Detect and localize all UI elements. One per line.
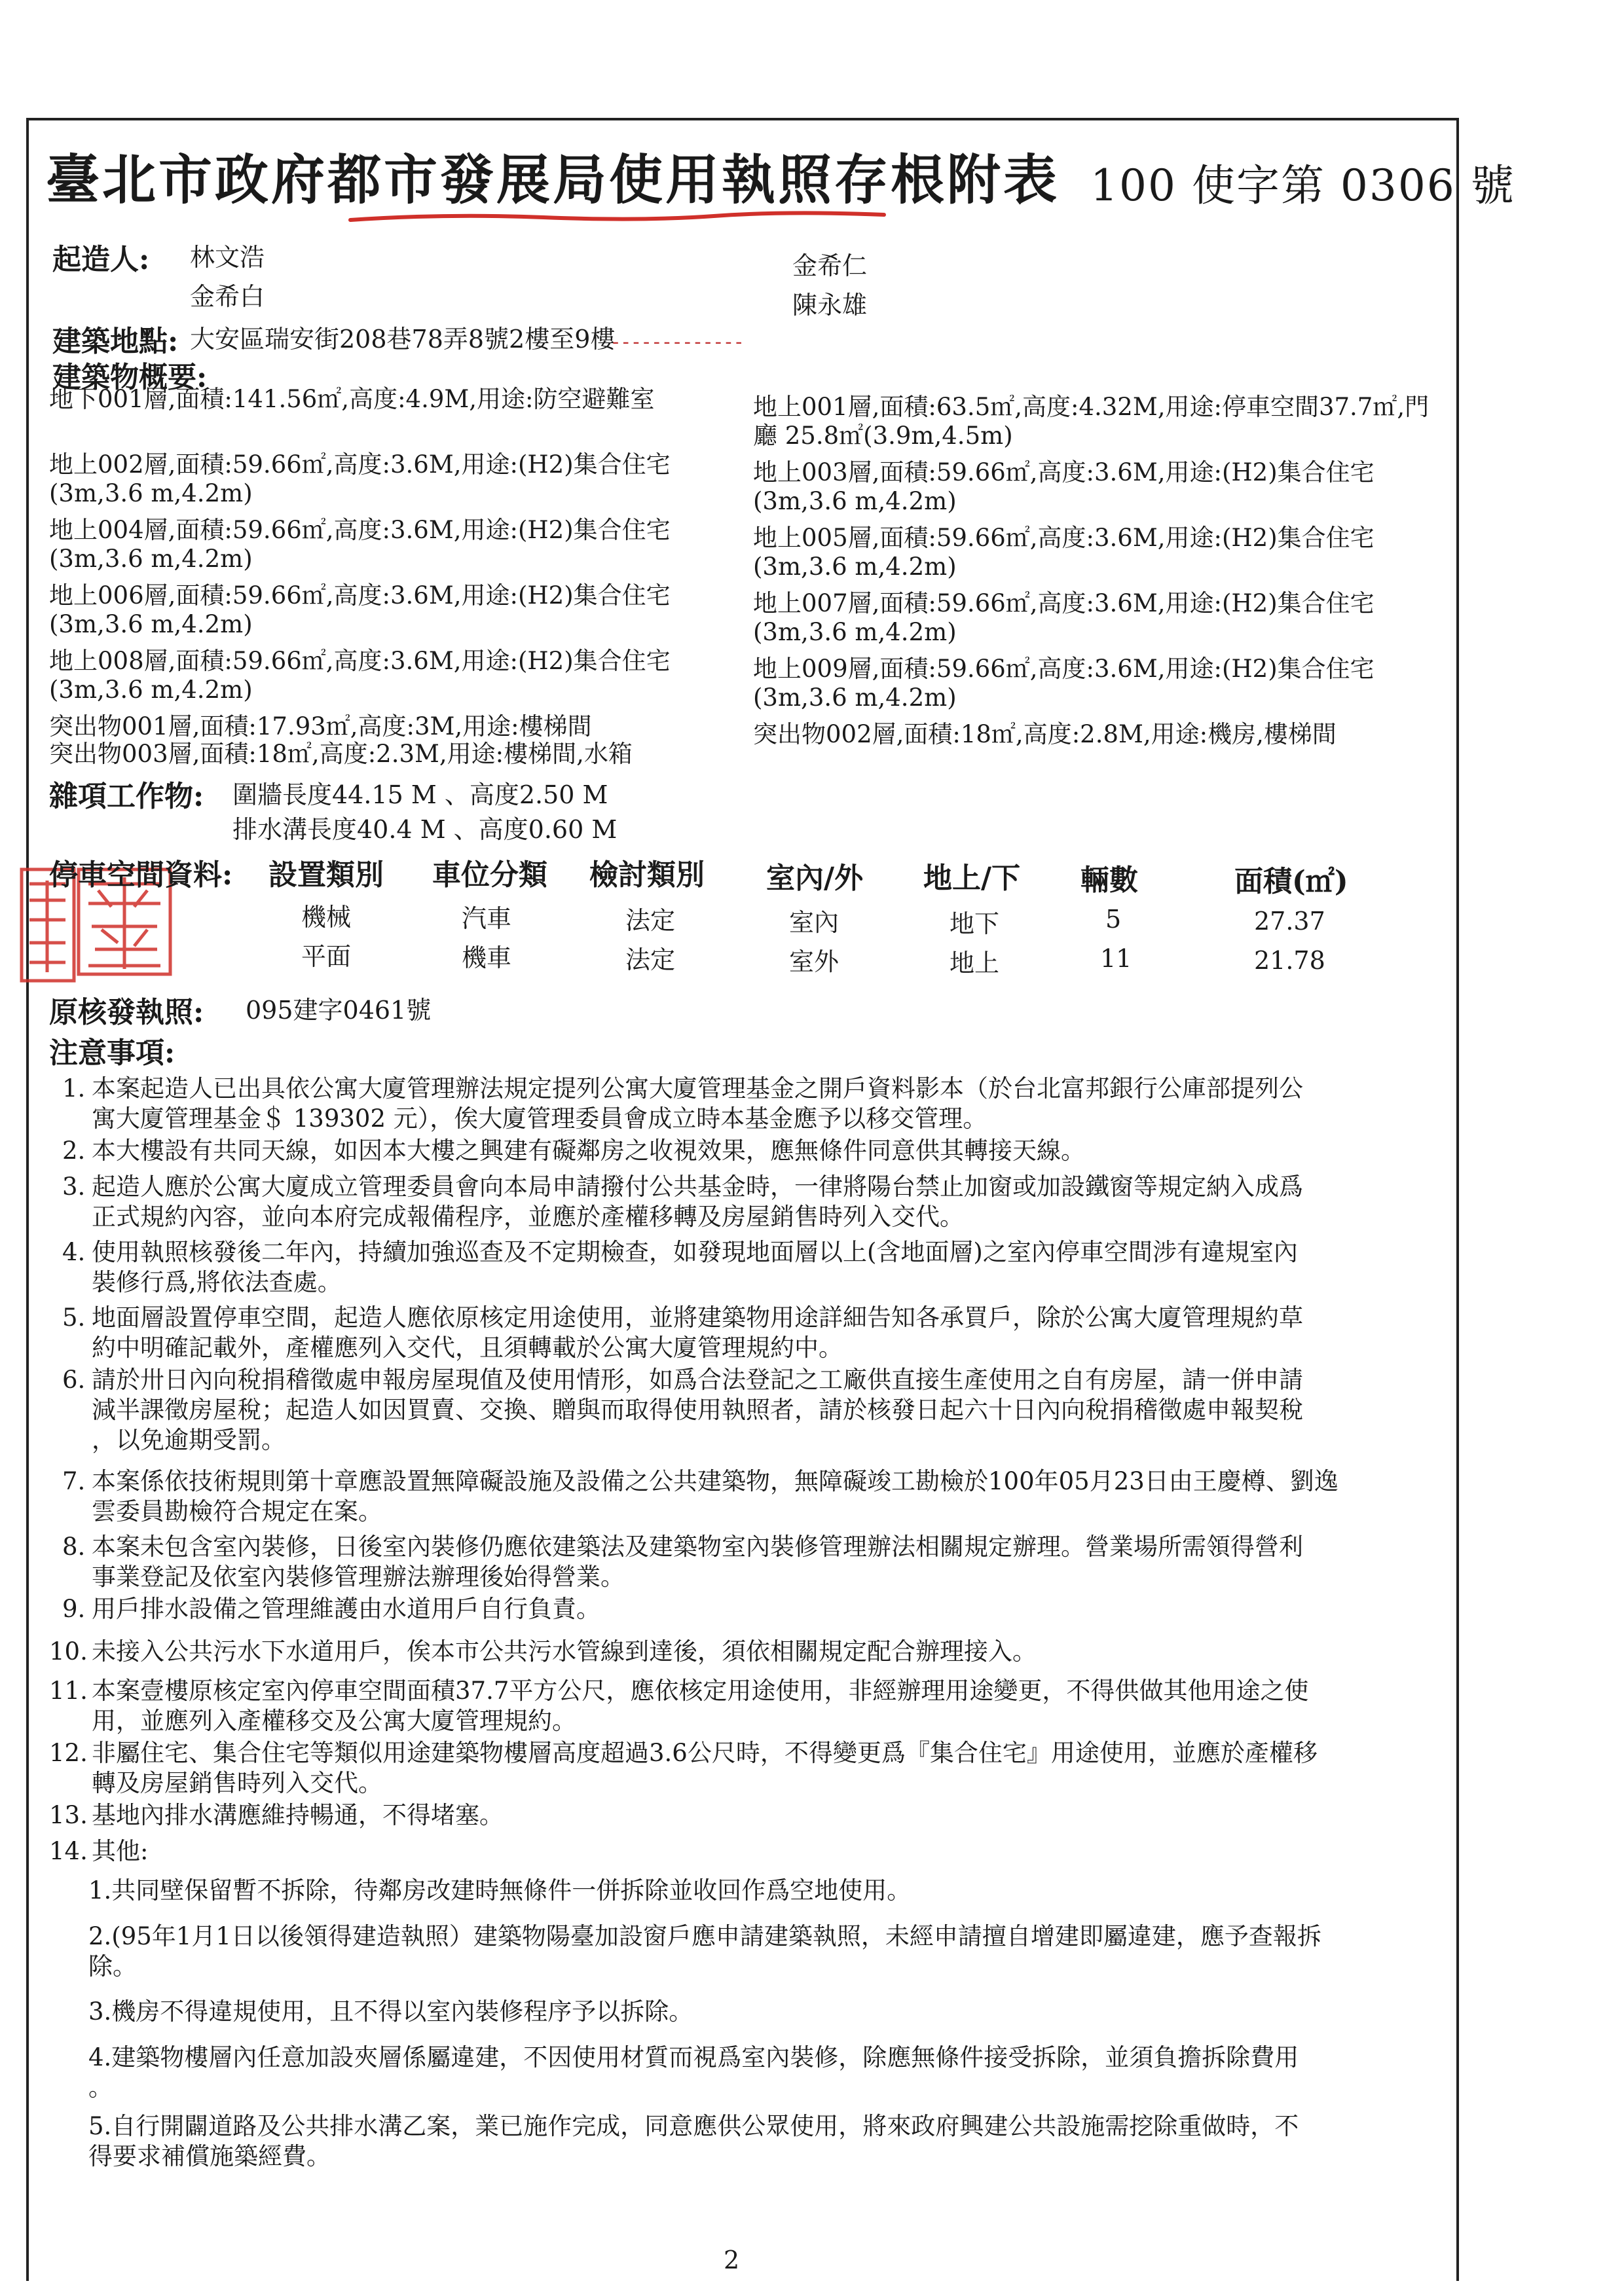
builder-name: 林文浩 (190, 243, 265, 272)
red-dash-mark: - - - - - - - - - - - - - (612, 331, 741, 354)
builder-name: 陳永雄 (792, 291, 868, 319)
note-item: 4. 使用執照核發後二年內，持續加強巡查及不定期檢查，如發現地面層以上(含地面層)之室內停車空間涉有違規室內 裝修行爲,將依法查處。 (62, 1238, 1298, 1296)
floor-entry: 地上003層,面積:59.66㎡,高度:3.6M,用途:(H2)集合住宅(3m,3.6 m,4.2m) (753, 458, 1375, 515)
parking-cell: 法定 (625, 945, 676, 974)
builders-label: 起造人: (52, 243, 150, 276)
parking-cell: 地下 (950, 909, 1000, 938)
builder-name: 金希仁 (792, 251, 868, 280)
misc-works-label: 雜項工作物: (49, 780, 204, 813)
note-item: 13. 基地內排水溝應維持暢通，不得堵塞。 (49, 1801, 504, 1829)
sub-note-item: 5.自行開闢道路及公共排水溝乙案，業已施作完成，同意應供公眾使用，將來政府興建公共設施需挖除重做時，不 得要求補償施築經費。 (88, 2112, 1299, 2170)
note-item: 7. 本案係依技術規則第十章應設置無障礙設施及設備之公共建築物，無障礙竣工勘檢於100年05月23日由王慶樽、劉逸 雲委員勘檢符合規定在案。 (62, 1467, 1338, 1525)
floor-entry: 突出物002層,面積:18㎡,高度:2.8M,用途:機房,樓梯間 (753, 720, 1337, 748)
floor-entry: 地上005層,面積:59.66㎡,高度:3.6M,用途:(H2)集合住宅(3m,3.6 m,4.2m) (753, 524, 1375, 581)
note-item: 2. 本大樓設有共同天線，如因本大樓之興建有礙鄰房之收視效果，應無條件同意供其轉接天線。 (62, 1137, 1085, 1165)
parking-header: 面積(㎡) (1234, 865, 1348, 898)
floor-entry: 地上004層,面積:59.66㎡,高度:3.6M,用途:(H2)集合住宅(3m,3.6 m,4.2m) (49, 516, 671, 573)
parking-cell: 27.37 (1254, 907, 1325, 936)
floor-entry: 突出物001層,面積:17.93㎡,高度:3M,用途:樓梯間 (49, 712, 592, 740)
red-underline-mark (347, 208, 891, 228)
note-item: 14. 其他: (49, 1837, 149, 1865)
floor-entry: 地上008層,面積:59.66㎡,高度:3.6M,用途:(H2)集合住宅(3m,3.6 m,4.2m) (49, 647, 671, 704)
note-item: 6. 請於卅日內向稅捐稽徵處申報房屋現值及使用情形，如爲合法登記之工廠供直接生產使用之自有房屋，請一併申請 減半課徵房屋稅；起造人如因買賣、交換、贈與而取得使用執照者，請於核發日起六十日內向稅捐稽徵處申報契稅 ，以免逾期受罰。 (62, 1366, 1303, 1454)
note-item: 11. 本案壹樓原核定室內停車空間面積37.7平方公尺，應依核定用途使用，非經辦理用途變更，不得供做其他用途之使 用，並應列入產權移交及公寓大廈管理規約。 (49, 1677, 1309, 1735)
site-label: 建築地點: (52, 325, 179, 358)
misc-work-item: 圍牆長度44.15 M 、高度2.50 M (232, 780, 608, 809)
floor-entry: 地上006層,面積:59.66㎡,高度:3.6M,用途:(H2)集合住宅(3m,3.6 m,4.2m) (49, 581, 671, 638)
parking-label: 停車空間資料: (49, 858, 233, 892)
floor-entry: 地上001層,面積:63.5㎡,高度:4.32M,用途:停車空間37.7㎡,門廳 25.8㎡(3.9m,4.5m) (753, 393, 1430, 450)
note-item: 3. 起造人應於公寓大廈成立管理委員會向本局申請撥付公共基金時，一律將陽台禁止加窗或加設鐵窗等規定納入成爲 正式規約內容，並向本府完成報備程序，並應於產權移轉及房屋銷售時列入交代。 (62, 1173, 1303, 1231)
parking-cell: 機械 (301, 903, 352, 932)
parking-cell: 5 (1105, 905, 1122, 934)
parking-header: 室內/外 (766, 862, 864, 895)
sub-note-item: 3.機房不得違規使用，且不得以室內裝修程序予以拆除。 (88, 1997, 693, 2026)
sub-note-item: 1.共同壁保留暫不拆除，待鄰房改建時無條件一併拆除並收回作爲空地使用。 (88, 1876, 912, 1904)
floor-entry: 地上009層,面積:59.66㎡,高度:3.6M,用途:(H2)集合住宅(3m,3.6 m,4.2m) (753, 655, 1375, 712)
note-item: 1. 本案起造人已出具依公寓大廈管理辦法規定提列公寓大廈管理基金之開戶資料影本（於台北富邦銀行公庫部提列公 寓大廈管理基金＄ 139302 元），俟大廈管理委員會成立時本基金應予以移交管理。 (62, 1074, 1303, 1133)
parking-header: 設置類別 (268, 858, 384, 892)
note-item: 12. 非屬住宅、集合住宅等類似用途建築物樓層高度超過3.6公尺時，不得變更爲『集合住宅』用途使用，並應於產權移 轉及房屋銷售時列入交代。 (49, 1739, 1318, 1797)
parking-cell: 法定 (625, 906, 676, 935)
parking-cell: 汽車 (462, 904, 512, 933)
note-item: 5. 地面層設置停車空間，起造人應依原核定用途使用，並將建築物用途詳細告知各承買戶，除於公寓大廈管理規約草 約中明確記載外，產權應列入交代，且須轉載於公寓大廈管理規約中。 (62, 1303, 1303, 1362)
parking-cell: 機車 (462, 943, 512, 972)
parking-cell: 21.78 (1254, 946, 1325, 975)
parking-cell: 室外 (789, 947, 840, 976)
site-address: 大安區瑞安街208巷78弄8號2樓至9樓 (190, 325, 616, 354)
parking-cell: 平面 (301, 942, 352, 971)
floor-entry: 突出物003層,面積:18㎡,高度:2.3M,用途:樓梯間,水箱 (49, 740, 633, 768)
parking-cell: 地上 (950, 949, 1000, 977)
parking-header: 檢討類別 (589, 858, 705, 892)
sub-note-item: 2.(95年1月1日以後領得建造執照）建築物陽臺加設窗戶應申請建築執照，未經申請擅自增建即屬違建，應予查報拆 除。 (88, 1922, 1321, 1980)
parking-header: 車位分類 (432, 858, 547, 892)
document-title: 臺北市政府都市發展局使用執照存根附表 (46, 149, 1060, 211)
floor-entry: 地下001層,面積:141.56㎡,高度:4.9M,用途:防空避難室 (49, 385, 655, 413)
parking-cell: 室內 (789, 908, 840, 937)
original-permit-number: 095建字0461號 (246, 996, 432, 1025)
builder-name: 金希白 (190, 282, 265, 311)
note-item: 10. 未接入公共污水下水道用戶，俟本市公共污水管線到達後，須依相關規定配合辦理接入。 (49, 1637, 1037, 1666)
parking-header: 地上/下 (923, 862, 1021, 895)
overview-label: 建築物概要: (52, 361, 208, 394)
parking-header: 輛數 (1080, 864, 1138, 897)
notes-label: 注意事項: (49, 1036, 175, 1070)
permit-number: 100 使字第 0306 號 (1090, 160, 1515, 211)
parking-cell: 11 (1100, 944, 1132, 973)
floor-entry: 地上007層,面積:59.66㎡,高度:3.6M,用途:(H2)集合住宅(3m,3.6 m,4.2m) (753, 589, 1375, 646)
floor-entry: 地上002層,面積:59.66㎡,高度:3.6M,用途:(H2)集合住宅(3m,3.6 m,4.2m) (49, 450, 671, 507)
misc-work-item: 排水溝長度40.4 M 、高度0.60 M (232, 815, 618, 844)
note-item: 8. 本案未包含室內裝修，日後室內裝修仍應依建築法及建築物室內裝修管理辦法相關規定辦理。營業場所需領得營利 事業登記及依室內裝修管理辦法辦理後始得營業。 (62, 1533, 1303, 1591)
original-permit-label: 原核發執照: (49, 996, 204, 1029)
note-item: 9. 用戶排水設備之管理維護由水道用戶自行負責。 (62, 1595, 600, 1623)
sub-note-item: 4.建築物樓層內任意加設夾層係屬違建，不因使用材質而視爲室內裝修，除應無條件接受拆除，並須負擔拆除費用 。 (88, 2043, 1299, 2102)
page-number: 2 (724, 2246, 740, 2274)
